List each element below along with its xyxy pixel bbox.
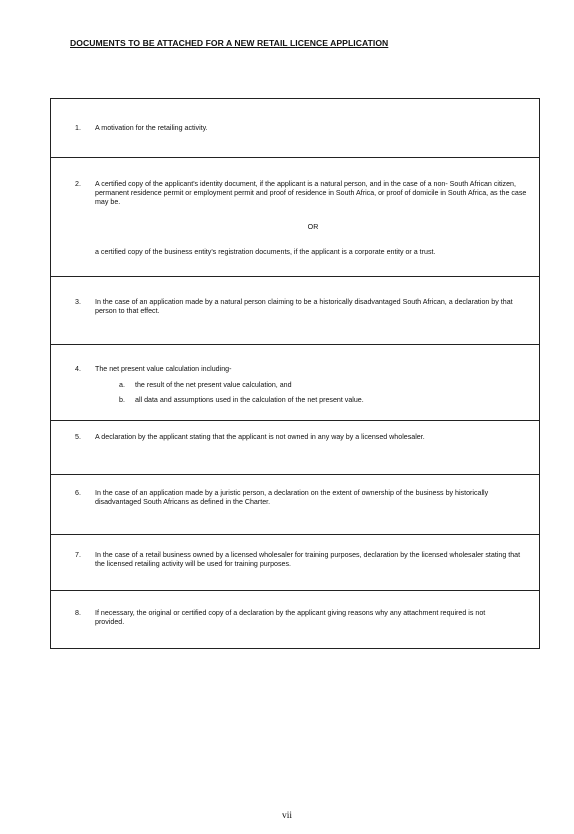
documents-table	[50, 98, 540, 649]
item-number: 7.	[75, 551, 81, 559]
item-text: A certified copy of the applicant's identity document, if the applicant is a natural person, and in the case of a non- South African citizen, permanent residence permit or employment permit and proof of residence in South Africa, or proof of domicile in South Africa, as the case may be.	[95, 180, 527, 206]
list-item-4	[51, 345, 539, 421]
item-number: 5.	[75, 433, 81, 441]
item-number: 8.	[75, 609, 81, 617]
list-item-3	[51, 277, 539, 345]
page-title: DOCUMENTS TO BE ATTACHED FOR A NEW RETAIL LICENCE APPLICATION	[70, 38, 389, 48]
list-item-5	[51, 421, 539, 475]
list-item-8	[51, 591, 539, 649]
item-text: If necessary, the original or certified copy of a declaration by the applicant giving reasons why any attachment required is not provided.	[95, 609, 486, 626]
item-number: 6.	[75, 489, 81, 497]
item-text: A declaration by the applicant stating that the applicant is not owned in any way by a licensed wholesaler.	[95, 433, 425, 441]
list-item-2	[51, 158, 539, 277]
item-number: 2.	[75, 180, 81, 188]
item-number: 1.	[75, 124, 81, 132]
item-text: The net present value calculation including-	[95, 365, 232, 373]
item-text-alternative: a certified copy of the business entity's registration documents, if the applicant is a corporate entity or a trust.	[95, 248, 436, 256]
item-text: A motivation for the retailing activity.	[95, 124, 208, 132]
item-text: In the case of an application made by a natural person claiming to be a historically disadvantaged South African, a declaration by that person to that effect.	[95, 298, 513, 315]
or-separator: OR	[307, 223, 319, 231]
list-item-6	[51, 475, 539, 535]
item-text: In the case of a retail business owned by a licensed wholesaler for training purposes, declaration by the licensed wholesaler stating that the licensed retailing activity will be used for training purposes.	[95, 551, 521, 568]
sub-item-text: all data and assumptions used in the calculation of the net present value.	[135, 396, 364, 404]
list-item-7	[51, 535, 539, 591]
sub-item-text: the result of the net present value calculation, and	[135, 381, 292, 389]
list-item-1	[51, 99, 539, 158]
sub-item-label: a.	[119, 381, 125, 389]
item-number: 4.	[75, 365, 81, 373]
sub-item-label: b.	[119, 396, 125, 404]
page-number: vii	[281, 811, 293, 821]
item-text: In the case of an application made by a juristic person, a declaration on the extent of ownership of the business by historically disadvantaged South Africans as defined in the Charter.	[95, 489, 489, 506]
item-number: 3.	[75, 298, 81, 306]
